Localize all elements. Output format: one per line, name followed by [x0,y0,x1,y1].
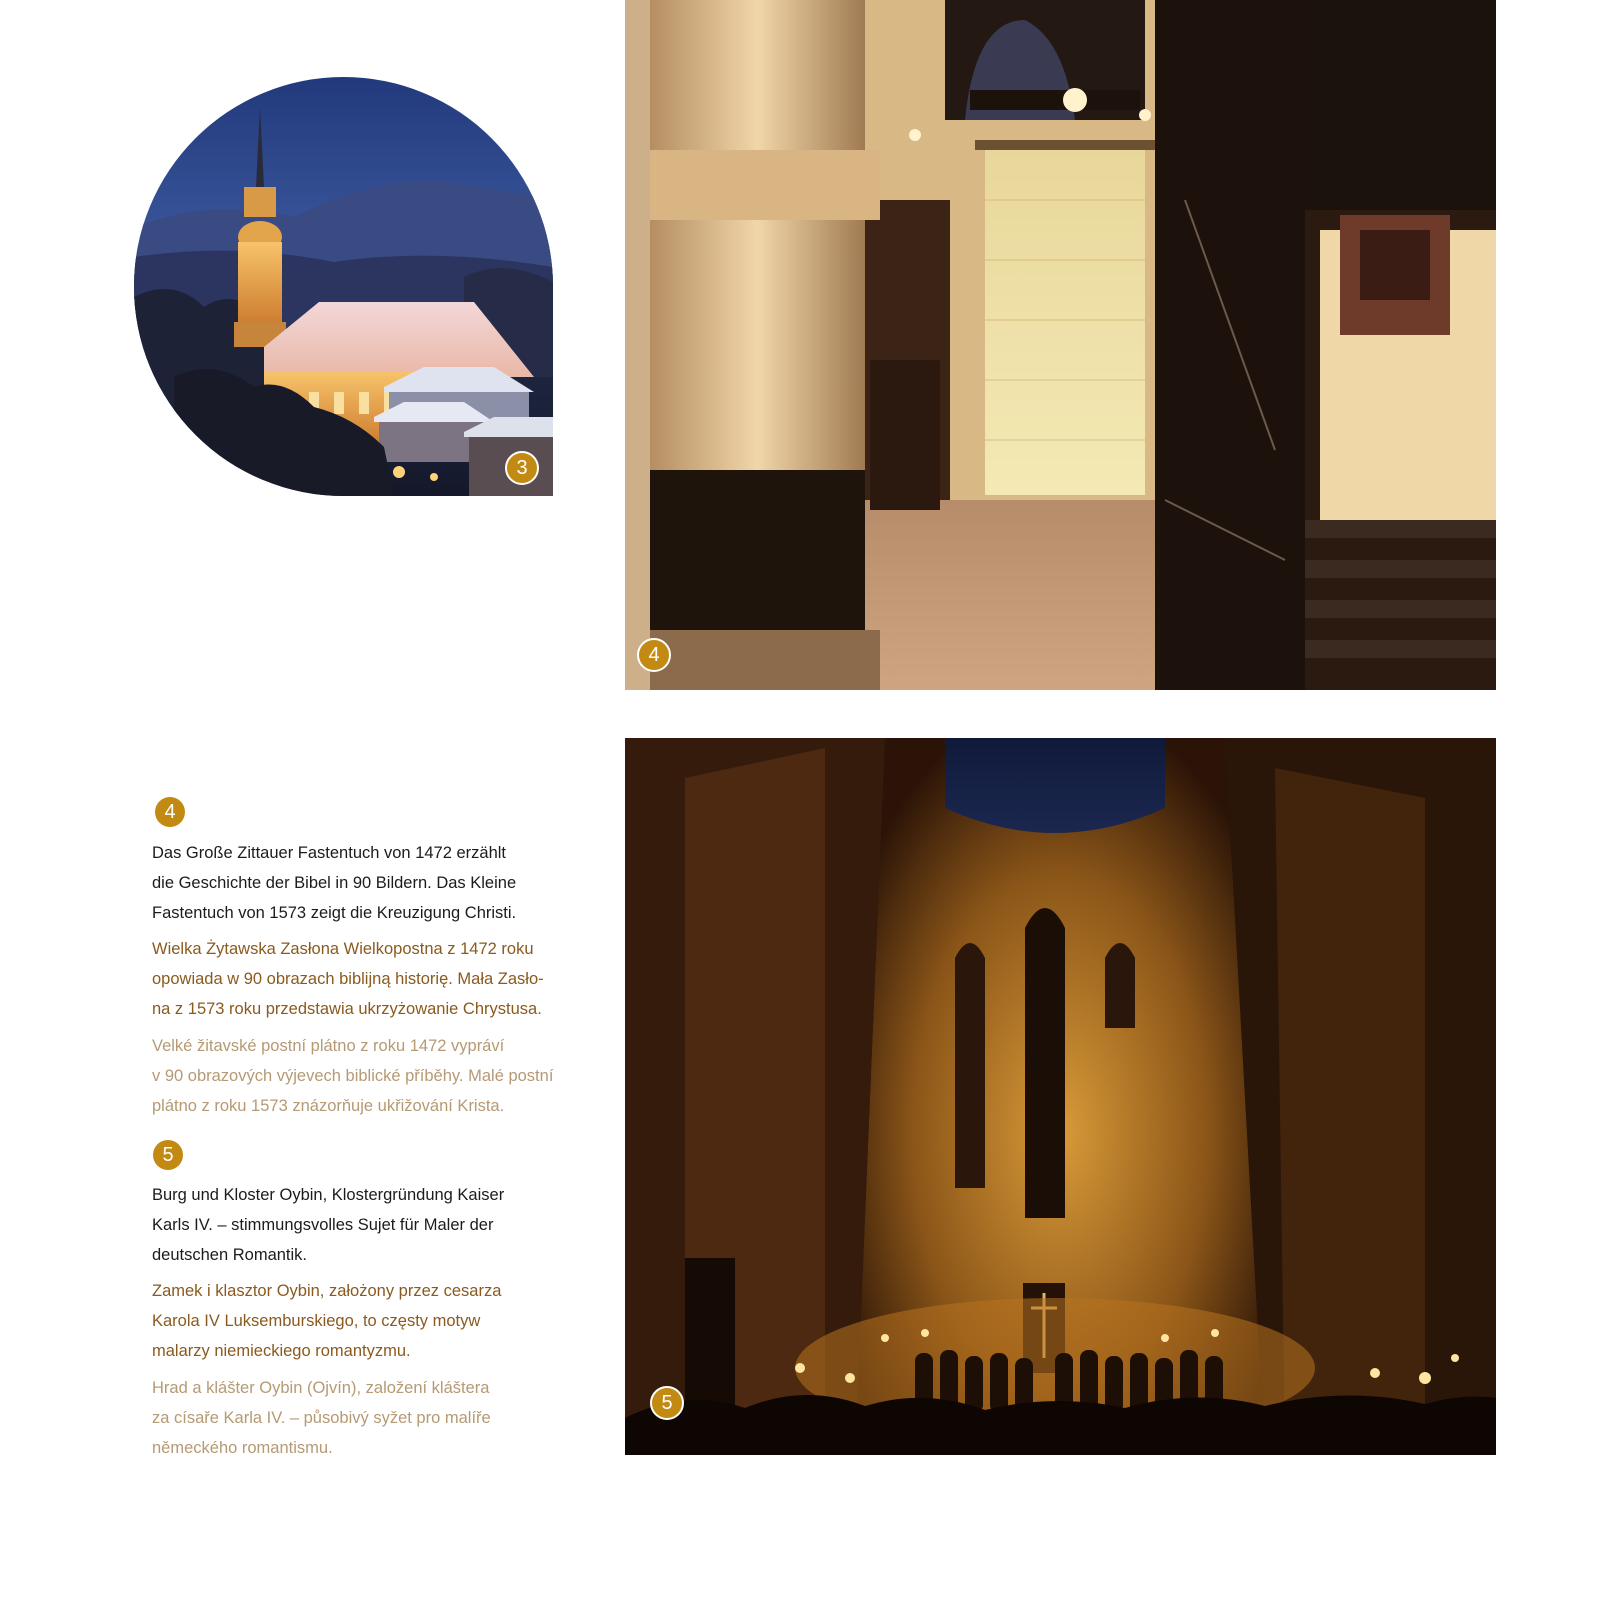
caption-line: deutschen Romantik. [152,1246,308,1264]
caption-line: Das Große Zittauer Fastentuch von 1472 erzählt [152,844,507,862]
caption-4-czech [152,1031,602,1121]
caption-4-polish [152,934,602,1024]
caption-line: Zamek i klasztor Oybin, założony przez cesarza [152,1282,502,1300]
caption-line: Wielka Żytawska Zasłona Wielkopostna z 1472 roku [152,940,534,958]
village-church-illustration [134,77,553,496]
caption-line: v 90 obrazových výjevech biblické příběhy. Malé postní [152,1067,554,1085]
church-interior-illustration [625,0,1496,690]
caption-number-badge-4: 4 [155,797,185,827]
caption-line: Fastentuch von 1573 zeigt die Kreuzigung Christi. [152,904,517,922]
caption-line: malarzy niemieckiego romantyzmu. [152,1342,411,1360]
photo-number-badge-4: 4 [637,638,671,672]
caption-line: německého romantismu. [152,1439,333,1457]
caption-line: plátno z roku 1573 znázorňuje ukřižování Krista. [152,1097,505,1115]
caption-line: na z 1573 roku przedstawia ukrzyżowanie Chrystusa. [152,1000,542,1018]
photo-church-interior [625,0,1496,690]
caption-line: opowiada w 90 obrazach biblijną historię. Mała Zasło- [152,970,544,988]
caption-line: die Geschichte der Bibel in 90 Bildern. Das Kleine [152,874,517,892]
photo-village-church [134,77,553,496]
photo-number-badge-5: 5 [650,1386,684,1420]
caption-4-german [152,838,602,928]
photo-number-badge-3: 3 [505,451,539,485]
caption-line: Karola IV Luksemburskiego, to częsty motyw [152,1312,481,1330]
caption-5-polish [152,1276,602,1366]
caption-line: Velké žitavské postní plátno z roku 1472 vypráví [152,1037,505,1055]
oybin-ruins-illustration [625,738,1496,1455]
caption-number-badge-5: 5 [153,1140,183,1170]
caption-line: Karls IV. – stimmungsvolles Sujet für Maler der [152,1216,494,1234]
photo-oybin-ruins-concert [625,738,1496,1455]
caption-line: Hrad a klášter Oybin (Ojvín), založení kláštera [152,1379,490,1397]
caption-5-czech [152,1373,602,1463]
caption-line: za císaře Karla IV. – působivý syžet pro malíře [152,1409,491,1427]
caption-5-german [152,1180,602,1270]
caption-line: Burg und Kloster Oybin, Klostergründung Kaiser [152,1186,505,1204]
